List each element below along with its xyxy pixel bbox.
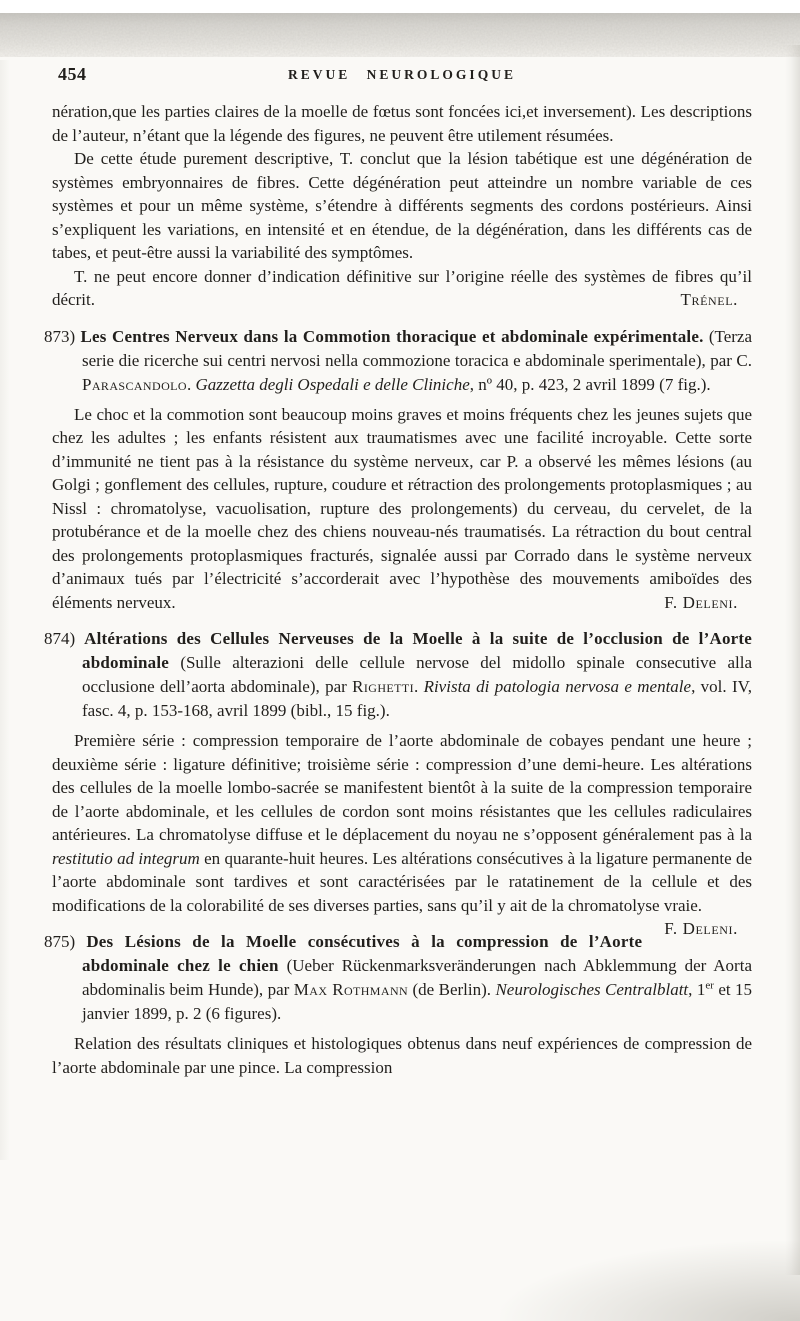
journal-title: REVUE NEUROLOGIQUE xyxy=(288,67,516,82)
entry-873 xyxy=(44,325,753,615)
paragraph-conclusion-end xyxy=(52,265,752,312)
page-corner-shading xyxy=(500,1241,800,1321)
reference-text: , 1 xyxy=(688,980,706,999)
latin-phrase: restitutio ad integrum xyxy=(52,848,200,868)
author-name: Max Rothmann xyxy=(293,980,409,999)
entry-875 xyxy=(44,930,753,1079)
text-run: Le choc et la commotion sont beaucoup moins graves et moins fréquents chez les jeunes sujets que chez les adultes ; les enfants résistent aux traumatismes avec une facilité incroyable. Cette sorte d’immunité ne tient pas à la résistance du système nerveux, car P. a observé les mêmes lésions (au Golgi ; gonflement des cellules, rupture, coudure et rétraction des prolongements protoplasmiques ; au Nissl : chromatolyse, vacuolisation, rupture des prolongements) du cerveau, du cervelet, de la protubérance et de la moelle chez des chiens nouveau-nés traumatisés. La rétraction du bout central des prolongements protoplasmiques fracturés, signalée aussi par Corrado dans le système nerveux d’animaux tués par l’électricité s’accorderait avec l’hypothèse des mouvements amiboïdes des éléments nerveux. xyxy=(52,404,752,612)
paragraph-continuation xyxy=(52,100,752,147)
entry-number: 875) xyxy=(44,932,87,951)
entry-875-heading xyxy=(44,930,753,1026)
text-run: Première série : compression temporaire de l’aorte abdominale de cobayes pendant une heure ; deuxième série : ligature définitive; troisième série : compression d’une demi-heure. Les altérations des cellules de la moelle lombo-sacrée se manifestent bientôt à la suite de la compression temporaire de l’aorte abdominale, et les cellules de cordon sont moins résistantes que les cellules radiculaires antérieures. La chromatolyse diffuse et le déplacement du noyau ne s’opposent généralement pas à la xyxy=(52,731,752,844)
journal-name: Neurologisches Centralblatt xyxy=(495,980,689,999)
author-name: Parascandolo xyxy=(82,374,187,394)
entry-874 xyxy=(44,627,752,938)
entry-875-abstract xyxy=(52,1032,752,1079)
page-header xyxy=(52,64,752,90)
reference-text: et 15 janvier 1899, p. 2 (6 figures). xyxy=(82,980,753,1023)
ordinal-superscript: er xyxy=(705,979,714,992)
journal-name: Rivista di patologia nervosa e mentale xyxy=(423,677,692,696)
signature-deleni: F. Deleni. xyxy=(664,919,738,938)
entry-number: 873) xyxy=(44,326,81,346)
reference-text: (Terza serie die ricerche sui centri nervosi nella commozione toracica e abdominale sperimentale), par C. xyxy=(82,326,753,370)
reference-text: , vol. IV, fasc. 4, p. 153-168, avril 1899 (bibl., 15 fig.). xyxy=(82,677,752,720)
reference-text: . xyxy=(186,374,196,394)
entry-number: 874) xyxy=(44,629,85,648)
text-run: Relation des résultats cliniques et histologiques obtenus dans neuf expériences de compression de l’aorte abdominale par une pince. La compression xyxy=(52,1034,752,1077)
page-top-edge-texture xyxy=(0,13,800,57)
entry-title: Altérations des Cellules Nerveuses de la Moelle à la suite de l’occlusion de l’Aorte abdominale xyxy=(82,629,752,672)
reference-text: (de Berlin). xyxy=(408,980,496,999)
entry-title: Les Centres Nerveux dans la Commotion thoracique et abdominale expérimentale. xyxy=(80,326,704,346)
page-number: 454 xyxy=(58,64,87,84)
reference-text: (Ueber Rückenmarksveränderungen nach Abklemmung der Aorta abdominalis beim Hunde), par xyxy=(82,956,752,999)
page-left-edge-shading xyxy=(0,60,10,1160)
text-run: en quarante-huit heures. Les altérations consécutives à la ligature permanente de l’aorte abdominale sont tardives et sont caractérisées par le ratatinement de la cellule et des modifications de la colorabilité de ses diverses parties, sans qu’il y ait de la chromatolyse vraie. xyxy=(52,848,752,915)
signature-deleni: F. Deleni. xyxy=(664,592,738,612)
entry-873-heading xyxy=(44,325,753,397)
entry-874-heading xyxy=(44,627,752,723)
entry-title: Des Lésions de la Moelle consécutives à la compression de l’Aorte abdominale chez le chien xyxy=(82,932,643,975)
page-right-edge-shading xyxy=(785,45,800,1275)
journal-name: Gazzetta degli Ospedali e delle Cliniche xyxy=(195,374,470,394)
page-top-white-margin xyxy=(0,0,800,13)
signature-trenel: Trénel. xyxy=(680,290,738,309)
page-content xyxy=(44,64,753,1079)
text-run: De cette étude purement descriptive, T. conclut que la lésion tabétique est une dégénération de systèmes embryonnaires de fibres. Cette dégénération peut atteindre un nombre variable de ces systèmes et pour un même système, s’étendre à différents segments des cordons postérieurs. Ainsi s’expliquent les variations, en intensité et en étendue, de la dégénération, dans les différents cas de tabes, et peut-être aussi la variabilité des symptômes. xyxy=(52,149,752,262)
reference-text: , nº 40, p. 423, 2 avril 1899 (7 fig.). xyxy=(469,374,711,394)
reference-text: . xyxy=(413,677,424,696)
paragraph-conclusion xyxy=(52,147,752,265)
text-run: T. ne peut encore donner d’indication définitive sur l’origine réelle des systèmes de fibres qu’il décrit. xyxy=(52,266,752,309)
entry-873-abstract xyxy=(52,403,752,615)
reference-text: (Sulle alterazioni delle cellule nervose del midollo spinale consecutive alla occlusione dell’aorta abdominale), par xyxy=(82,653,752,696)
author-name: Righetti xyxy=(352,677,414,696)
text-run: nération,que les parties claires de la moelle de fœtus sont foncées ici,et inversement). Les descriptions de l’auteur, n’étant que la légende des figures, ne peuvent être utilement résumées. xyxy=(52,102,752,145)
entry-874-abstract xyxy=(52,729,752,938)
